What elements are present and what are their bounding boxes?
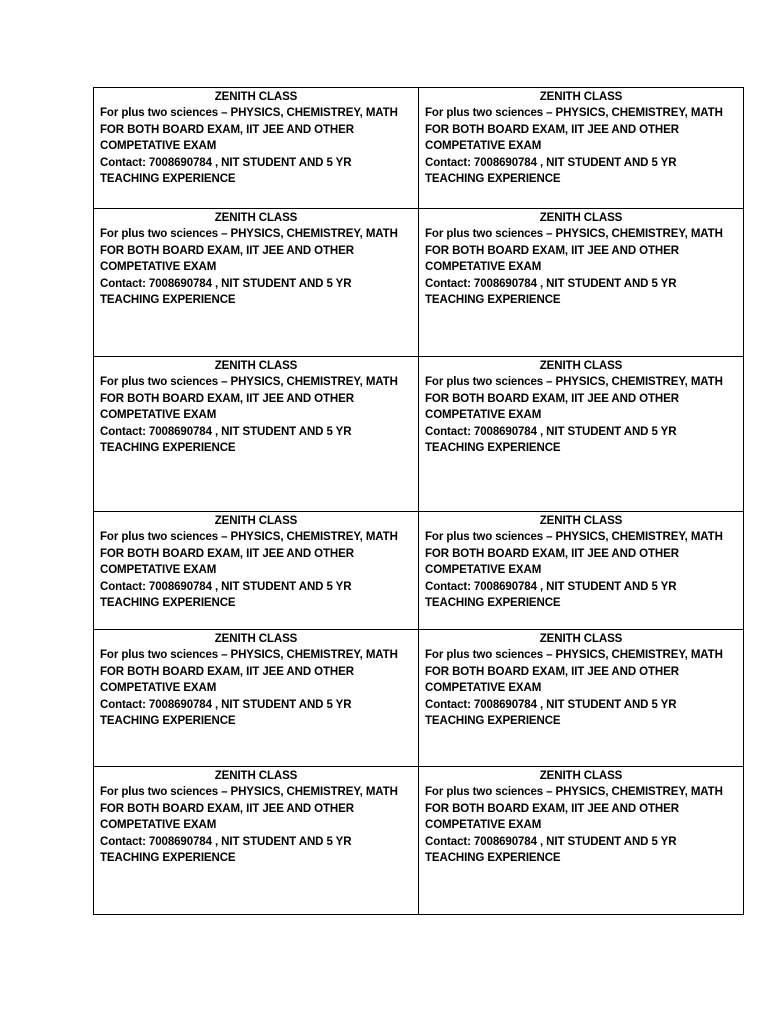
card-contact: Contact: 7008690784 , NIT STUDENT AND 5 YR <box>100 156 352 169</box>
card-contact: Contact: 7008690784 , NIT STUDENT AND 5 YR <box>100 277 352 290</box>
card-contact: Contact: 7008690784 , NIT STUDENT AND 5 YR <box>100 835 352 848</box>
card-title: ZENITH CLASS <box>539 770 623 782</box>
card-exams: FOR BOTH BOARD EXAM, IIT JEE AND OTHER <box>100 123 354 136</box>
card-subjects: For plus two sciences – PHYSICS, CHEMISTREY, MATH <box>100 786 398 799</box>
card-exams-cont: COMPETATIVE EXAM <box>425 409 542 422</box>
flyer-card <box>419 630 744 767</box>
card-exams: FOR BOTH BOARD EXAM, IIT JEE AND OTHER <box>425 244 679 257</box>
card-title: ZENITH CLASS <box>214 212 298 224</box>
card-exams: FOR BOTH BOARD EXAM, IIT JEE AND OTHER <box>425 802 679 815</box>
card-exams: FOR BOTH BOARD EXAM, IIT JEE AND OTHER <box>425 665 679 678</box>
card-subjects: For plus two sciences – PHYSICS, CHEMISTREY, MATH <box>100 228 398 241</box>
card-title: ZENITH CLASS <box>539 633 623 645</box>
card-exams-cont: COMPETATIVE EXAM <box>100 819 217 832</box>
card-exams-cont: COMPETATIVE EXAM <box>100 564 217 577</box>
card-experience: TEACHING EXPERIENCE <box>425 442 561 455</box>
card-exams: FOR BOTH BOARD EXAM, IIT JEE AND OTHER <box>425 392 679 405</box>
card-contact: Contact: 7008690784 , NIT STUDENT AND 5 YR <box>100 425 352 438</box>
card-experience: TEACHING EXPERIENCE <box>100 715 236 728</box>
card-exams-cont: COMPETATIVE EXAM <box>100 261 217 274</box>
card-experience: TEACHING EXPERIENCE <box>100 294 236 307</box>
card-subjects: For plus two sciences – PHYSICS, CHEMISTREY, MATH <box>425 531 723 544</box>
card-contact: Contact: 7008690784 , NIT STUDENT AND 5 YR <box>425 277 677 290</box>
card-contact: Contact: 7008690784 , NIT STUDENT AND 5 YR <box>425 835 677 848</box>
card-exams-cont: COMPETATIVE EXAM <box>100 682 217 695</box>
flyer-card <box>94 357 419 512</box>
flyer-card <box>94 512 419 630</box>
card-title: ZENITH CLASS <box>539 212 623 224</box>
card-title: ZENITH CLASS <box>214 770 298 782</box>
flyer-card <box>419 767 744 915</box>
card-exams: FOR BOTH BOARD EXAM, IIT JEE AND OTHER <box>100 244 354 257</box>
flyer-row <box>94 512 744 630</box>
card-title: ZENITH CLASS <box>214 515 298 527</box>
card-exams: FOR BOTH BOARD EXAM, IIT JEE AND OTHER <box>425 547 679 560</box>
card-exams: FOR BOTH BOARD EXAM, IIT JEE AND OTHER <box>425 123 679 136</box>
flyer-row <box>94 357 744 512</box>
card-experience: TEACHING EXPERIENCE <box>100 173 236 186</box>
flyer-row <box>94 209 744 357</box>
card-exams-cont: COMPETATIVE EXAM <box>425 819 542 832</box>
flyer-card <box>419 357 744 512</box>
card-experience: TEACHING EXPERIENCE <box>425 715 561 728</box>
flyer-card <box>94 630 419 767</box>
flyer-card <box>94 767 419 915</box>
card-title: ZENITH CLASS <box>539 360 623 372</box>
card-subjects: For plus two sciences – PHYSICS, CHEMISTREY, MATH <box>425 228 723 241</box>
card-subjects: For plus two sciences – PHYSICS, CHEMISTREY, MATH <box>100 107 398 120</box>
card-contact: Contact: 7008690784 , NIT STUDENT AND 5 YR <box>100 580 352 593</box>
flyer-card <box>419 209 744 357</box>
flyer-card <box>94 88 419 209</box>
card-subjects: For plus two sciences – PHYSICS, CHEMISTREY, MATH <box>100 531 398 544</box>
card-experience: TEACHING EXPERIENCE <box>425 294 561 307</box>
card-experience: TEACHING EXPERIENCE <box>425 852 561 865</box>
card-contact: Contact: 7008690784 , NIT STUDENT AND 5 YR <box>425 156 677 169</box>
card-title: ZENITH CLASS <box>214 91 298 103</box>
flyer-row <box>94 767 744 915</box>
card-title: ZENITH CLASS <box>214 633 298 645</box>
card-exams-cont: COMPETATIVE EXAM <box>100 409 217 422</box>
card-subjects: For plus two sciences – PHYSICS, CHEMISTREY, MATH <box>100 376 398 389</box>
card-contact: Contact: 7008690784 , NIT STUDENT AND 5 YR <box>425 698 677 711</box>
card-subjects: For plus two sciences – PHYSICS, CHEMISTREY, MATH <box>100 649 398 662</box>
card-subjects: For plus two sciences – PHYSICS, CHEMISTREY, MATH <box>425 376 723 389</box>
card-subjects: For plus two sciences – PHYSICS, CHEMISTREY, MATH <box>425 786 723 799</box>
card-experience: TEACHING EXPERIENCE <box>100 597 236 610</box>
card-experience: TEACHING EXPERIENCE <box>100 852 236 865</box>
flyer-card <box>419 512 744 630</box>
card-title: ZENITH CLASS <box>214 360 298 372</box>
card-title: ZENITH CLASS <box>539 515 623 527</box>
flyer-row <box>94 630 744 767</box>
flyer-row <box>94 88 744 209</box>
card-experience: TEACHING EXPERIENCE <box>100 442 236 455</box>
card-exams: FOR BOTH BOARD EXAM, IIT JEE AND OTHER <box>100 665 354 678</box>
card-exams: FOR BOTH BOARD EXAM, IIT JEE AND OTHER <box>100 392 354 405</box>
card-exams-cont: COMPETATIVE EXAM <box>425 261 542 274</box>
card-subjects: For plus two sciences – PHYSICS, CHEMISTREY, MATH <box>425 107 723 120</box>
flyer-card <box>419 88 744 209</box>
flyer-card <box>94 209 419 357</box>
card-subjects: For plus two sciences – PHYSICS, CHEMISTREY, MATH <box>425 649 723 662</box>
card-contact: Contact: 7008690784 , NIT STUDENT AND 5 YR <box>425 425 677 438</box>
card-title: ZENITH CLASS <box>539 91 623 103</box>
flyer-sheet <box>93 87 744 915</box>
card-exams: FOR BOTH BOARD EXAM, IIT JEE AND OTHER <box>100 802 354 815</box>
card-exams-cont: COMPETATIVE EXAM <box>425 140 542 153</box>
card-exams-cont: COMPETATIVE EXAM <box>425 564 542 577</box>
card-contact: Contact: 7008690784 , NIT STUDENT AND 5 YR <box>100 698 352 711</box>
card-exams-cont: COMPETATIVE EXAM <box>100 140 217 153</box>
card-experience: TEACHING EXPERIENCE <box>425 597 561 610</box>
card-contact: Contact: 7008690784 , NIT STUDENT AND 5 YR <box>425 580 677 593</box>
card-experience: TEACHING EXPERIENCE <box>425 173 561 186</box>
card-exams-cont: COMPETATIVE EXAM <box>425 682 542 695</box>
card-exams: FOR BOTH BOARD EXAM, IIT JEE AND OTHER <box>100 547 354 560</box>
